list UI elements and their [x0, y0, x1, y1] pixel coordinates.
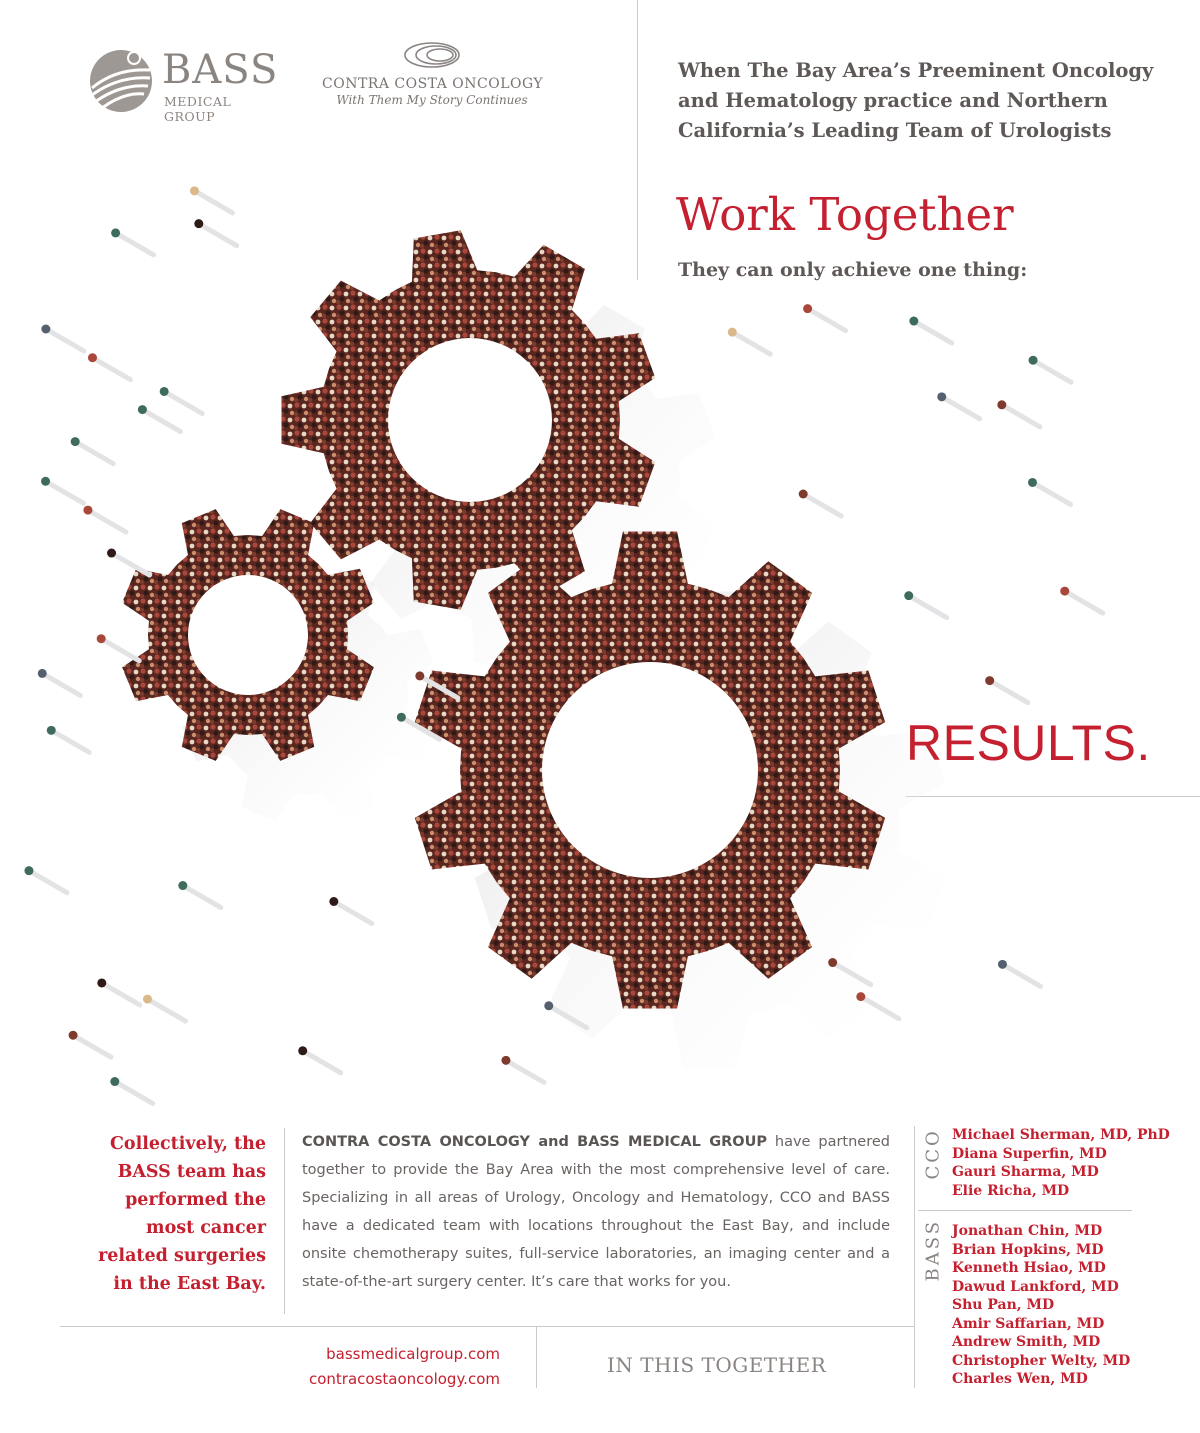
- walker-figure: [856, 992, 865, 1001]
- walker-shadow: [1002, 964, 1040, 986]
- walker-figure: [38, 669, 47, 678]
- cco-logo-tagline: With Them My Story Continues: [336, 93, 528, 107]
- callout-text: Collectively, the BASS team has performed the most cancer related surgeries in the East Bay.: [98, 1134, 266, 1294]
- walker-figure: [803, 304, 812, 313]
- walker-figure: [111, 228, 120, 237]
- walker-figure: [107, 549, 116, 558]
- walker-shadow: [808, 309, 846, 331]
- walker-figure: [178, 881, 187, 890]
- walker-figure: [1060, 587, 1069, 596]
- bass-group-label: BASS: [922, 1218, 944, 1282]
- walker-figure: [41, 325, 50, 334]
- walker-figure: [47, 726, 56, 735]
- bass-swoosh-icon: [86, 48, 156, 114]
- walker-figure: [728, 328, 737, 337]
- walker-figure: [160, 387, 169, 396]
- walker-figure: [799, 490, 808, 499]
- walker-shadow: [75, 442, 113, 464]
- headline: Work Together: [676, 188, 1014, 241]
- walker-shadow: [102, 983, 140, 1005]
- walker-shadow: [1065, 591, 1103, 613]
- cco-doctor-name: Michael Sherman, MD, PhD: [952, 1127, 1170, 1143]
- walker-figure: [985, 676, 994, 685]
- bass-logo-name: BASS: [162, 47, 279, 93]
- walker-figure: [24, 866, 33, 875]
- walker-figure: [501, 1056, 510, 1065]
- walker-shadow: [732, 332, 770, 354]
- cco-doctor-name: Elie Richa, MD: [952, 1182, 1070, 1199]
- walker-shadow: [92, 358, 130, 380]
- walker-shadow: [199, 224, 237, 246]
- walker-shadow: [942, 397, 980, 419]
- bass-doctor-list: [952, 1222, 1130, 1389]
- walker-shadow: [29, 871, 67, 893]
- walker-shadow: [1032, 482, 1070, 504]
- cco-doctor-name: Diana Superfin, MD: [952, 1145, 1107, 1162]
- body-copy: [302, 1128, 890, 1296]
- walker-figure: [998, 960, 1007, 969]
- walker-figure: [110, 1077, 119, 1086]
- results-heading: RESULTS.: [906, 715, 1151, 771]
- walker-figure: [937, 392, 946, 401]
- walker-figure: [1028, 478, 1037, 487]
- bass-doctor-name: Charles Wen, MD: [952, 1371, 1088, 1387]
- bass-doctor-name: Dawud Lankford, MD: [952, 1278, 1119, 1295]
- walker-figure: [97, 634, 106, 643]
- walker-figure: [904, 591, 913, 600]
- walker-figure: [97, 978, 106, 987]
- walker-shadow: [909, 596, 947, 618]
- walker-shadow: [1033, 360, 1071, 382]
- walker-figure: [41, 477, 50, 486]
- footer-links: [230, 1342, 500, 1392]
- walker-figure: [88, 353, 97, 362]
- bass-doctor-name: Christopher Welty, MD: [952, 1352, 1131, 1369]
- walker-figure: [415, 671, 424, 680]
- large-gear-hole: [542, 662, 758, 878]
- walker-shadow: [73, 1035, 111, 1057]
- walker-shadow: [116, 233, 154, 255]
- walker-figure: [997, 400, 1006, 409]
- bass-doctor-name: Brian Hopkins, MD: [952, 1241, 1104, 1258]
- left-gear-hole: [188, 575, 308, 695]
- walker-shadow: [506, 1060, 544, 1082]
- walker-figure: [83, 506, 92, 515]
- walker-figure: [828, 958, 837, 967]
- walker-figure: [190, 186, 199, 195]
- bass-doctor-name: Jonathan Chin, MD: [952, 1223, 1103, 1239]
- contra-costa-oncology-logo: [322, 40, 542, 116]
- walker-figure: [138, 405, 147, 414]
- body-text: have partnered together to provide the Bay Area with the most comprehensive level of care. Specializing in all areas of Urology, Oncology and Hematology, CCO and BASS have a dedicated team with locations throughout the East Bay, and include onsite chemotherapy suites, full-service laboratories, an imaging center and a state-of-the-art surgery center. It’s care that works for you.: [302, 1134, 890, 1290]
- walker-figure: [909, 317, 918, 326]
- walker-shadow: [101, 639, 139, 661]
- walker-shadow: [914, 321, 952, 343]
- callout-divider: [284, 1128, 285, 1314]
- walker-figure: [544, 1001, 553, 1010]
- bass-doctor-name: Amir Saffarian, MD: [952, 1315, 1105, 1332]
- bass-website-link[interactable]: bassmedicalgroup.com: [326, 1345, 500, 1363]
- cco-doctor-list: [952, 1126, 1170, 1200]
- walker-shadow: [334, 901, 372, 923]
- cco-rings-icon: [402, 40, 462, 70]
- walker-shadow: [303, 1051, 341, 1073]
- body-lead: CONTRA COSTA ONCOLOGY and BASS MEDICAL GROUP: [302, 1134, 767, 1150]
- cco-website-link[interactable]: contracostaoncology.com: [308, 1370, 500, 1388]
- walker-figure: [397, 713, 406, 722]
- walker-figure: [194, 219, 203, 228]
- walker-shadow: [115, 1082, 153, 1104]
- doctors-divider: [914, 1126, 915, 1388]
- walker-shadow: [142, 410, 180, 432]
- bass-doctor-name: Kenneth Hsiao, MD: [952, 1260, 1106, 1276]
- walker-shadow: [183, 886, 221, 908]
- cco-logo-name: CONTRA COSTA ONCOLOGY: [322, 76, 544, 92]
- walker-shadow: [88, 510, 126, 532]
- walker-shadow: [46, 329, 84, 351]
- walker-shadow: [1002, 405, 1040, 427]
- walker-shadow: [112, 553, 150, 575]
- footer-rule: [60, 1326, 914, 1327]
- walker-shadow: [990, 681, 1028, 703]
- walker-shadow: [164, 391, 202, 413]
- walker-figure: [69, 1031, 78, 1040]
- crowd-gears-illustration: [0, 150, 1200, 1110]
- bass-doctor-name: Shu Pan, MD: [952, 1297, 1055, 1313]
- subhead: They can only achieve one thing:: [678, 259, 1028, 281]
- walker-figure: [71, 437, 80, 446]
- walker-figure: [298, 1046, 307, 1055]
- walker-figure: [329, 897, 338, 906]
- footer-divider: [536, 1326, 537, 1388]
- cco-doctor-name: Gauri Sharma, MD: [952, 1164, 1099, 1180]
- cco-group-label: CCO: [922, 1128, 944, 1180]
- doctors-group-rule: [918, 1210, 1132, 1211]
- walker-shadow: [42, 673, 80, 695]
- walker-shadow: [147, 999, 185, 1021]
- walker-figure: [1029, 356, 1038, 365]
- bass-doctor-name: Andrew Smith, MD: [952, 1334, 1101, 1350]
- walker-shadow: [194, 191, 232, 213]
- bass-medical-group-logo: [86, 46, 286, 124]
- walker-figure: [143, 995, 152, 1004]
- walker-shadow: [46, 481, 84, 503]
- top-gear-hole: [388, 338, 552, 502]
- walker-shadow: [51, 730, 89, 752]
- intro-text: When The Bay Area’s Preeminent Oncology and Hematology practice and Northern California’s Leading Team of Urologists: [678, 59, 1154, 142]
- walker-shadow: [803, 494, 841, 516]
- bass-logo-sub: MEDICAL GROUP: [164, 94, 232, 124]
- footer-tagline: IN THIS TOGETHER: [607, 1353, 827, 1377]
